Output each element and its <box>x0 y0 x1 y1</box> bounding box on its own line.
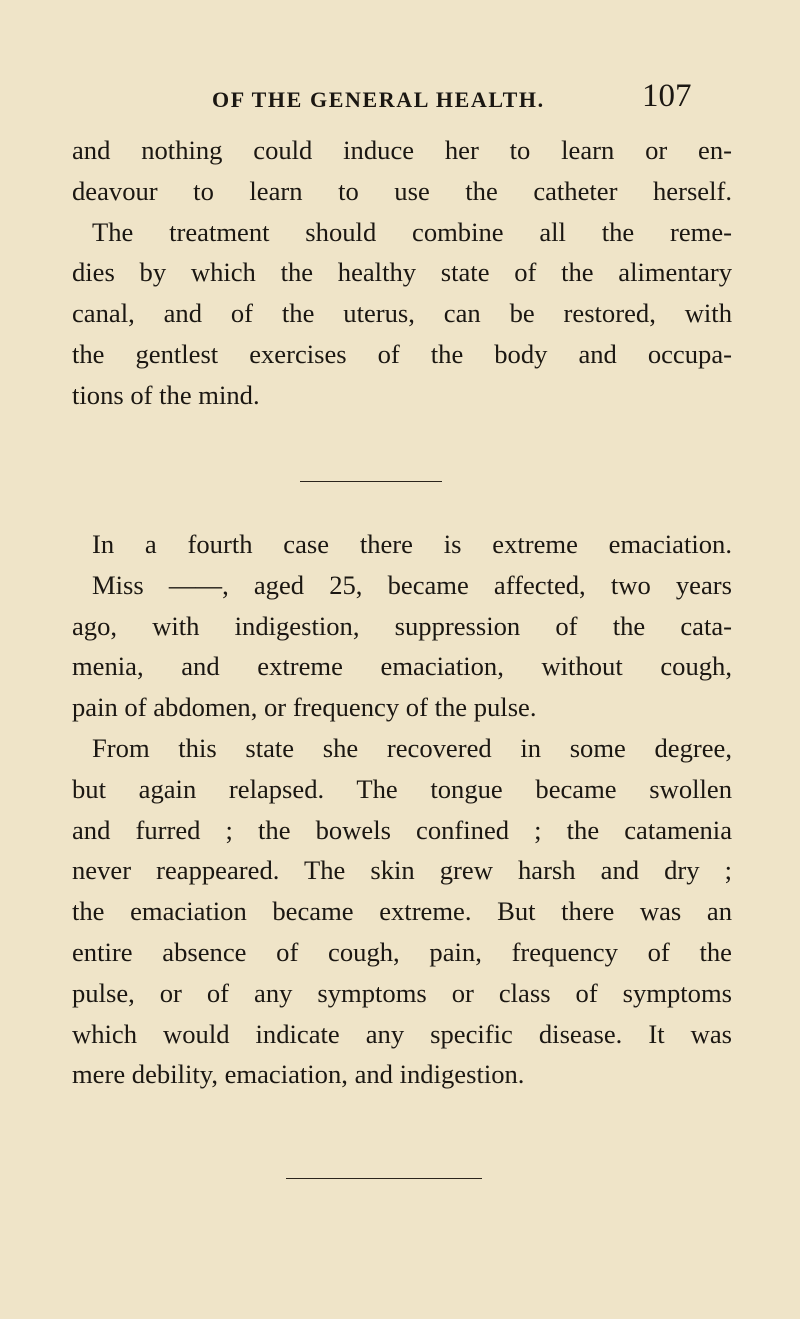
text-line: pain of abdomen, or frequency of the pulse. <box>72 692 537 723</box>
text-line: tions of the mind. <box>72 379 260 410</box>
text-line: deavour to learn to use the catheter herself. <box>72 175 732 206</box>
section-divider <box>300 481 442 482</box>
text-line: the gentlest exercises of the body and occupa- <box>72 338 732 369</box>
paragraph-section-2 <box>72 524 732 1095</box>
page-number: 107 <box>642 78 692 114</box>
text-line: pulse, or of any symptoms or class of symptoms <box>72 977 732 1008</box>
text-line: In a fourth case there is extreme emaciation. <box>92 529 732 559</box>
text-line: ago, with indigestion, suppression of the cata- <box>72 610 732 641</box>
section-divider <box>286 1178 482 1179</box>
text-line: and nothing could induce her to learn or en- <box>72 135 732 165</box>
running-head <box>0 78 800 122</box>
text-line: the emaciation became extreme. But there was an <box>72 896 732 927</box>
text-line: mere debility, emaciation, and indigestion. <box>72 1059 525 1090</box>
text-line: canal, and of the uterus, can be restored, with <box>72 298 732 329</box>
header-title: OF THE GENERAL HEALTH. <box>212 87 545 112</box>
text-line: Miss ——, aged 25, became affected, two years <box>92 569 732 600</box>
text-line: but again relapsed. The tongue became swollen <box>72 773 732 804</box>
text-line: menia, and extreme emaciation, without cough, <box>72 651 732 682</box>
text-line: The treatment should combine all the reme- <box>92 216 732 247</box>
text-line: dies by which the healthy state of the alimentary <box>72 257 732 288</box>
text-line: which would indicate any specific disease. It was <box>72 1018 732 1049</box>
text-line: never reappeared. The skin grew harsh and dry ; <box>72 855 732 886</box>
text-line: entire absence of cough, pain, frequency of the <box>72 936 732 967</box>
text-line: and furred ; the bowels confined ; the catamenia <box>72 814 732 845</box>
paragraph-section-1 <box>72 130 732 416</box>
text-line: From this state she recovered in some degree, <box>92 732 732 763</box>
